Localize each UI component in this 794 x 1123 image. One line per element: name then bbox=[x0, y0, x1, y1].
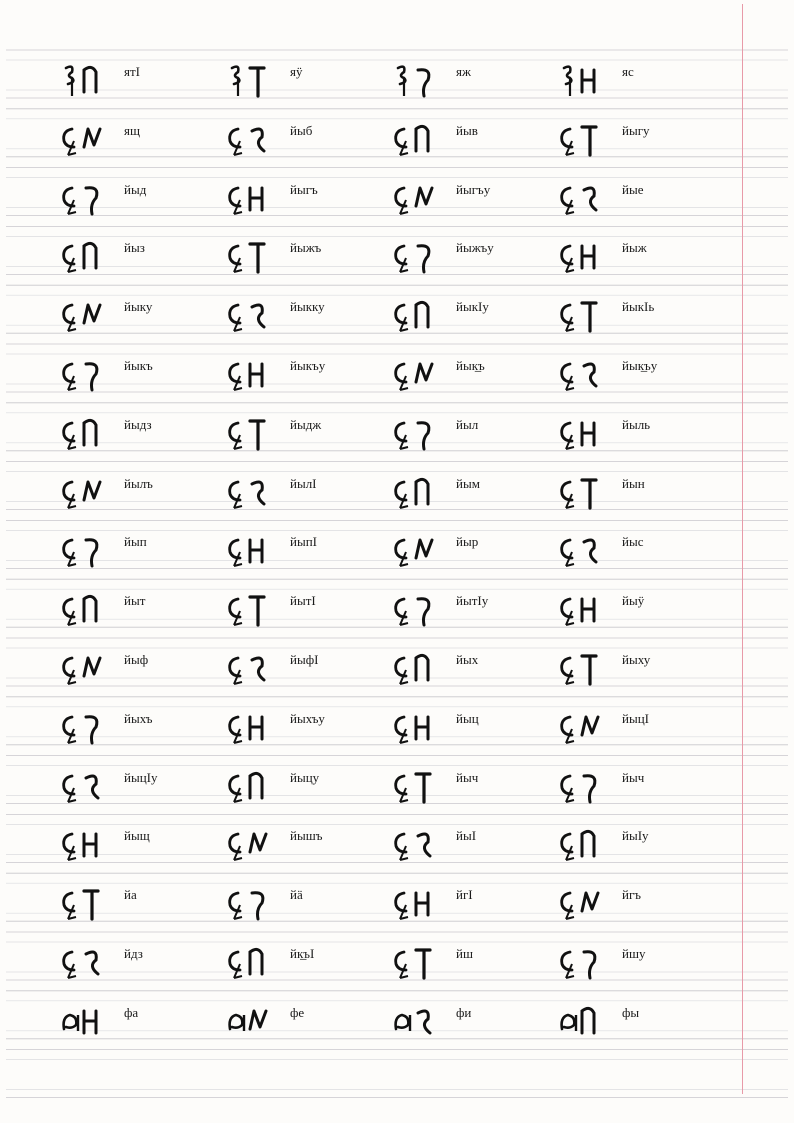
syllable-glyph bbox=[390, 764, 450, 808]
syllable-label: йыл bbox=[456, 416, 479, 432]
syllable-label: йышъ bbox=[290, 828, 323, 844]
syllable-glyph bbox=[390, 352, 450, 396]
syllable-label: яӱ bbox=[290, 64, 303, 79]
syllable-cell bbox=[224, 881, 394, 925]
syllable-label: йыф bbox=[124, 652, 149, 667]
syllable-cell bbox=[224, 117, 394, 161]
syllable-glyph bbox=[390, 528, 450, 572]
syllable-glyph bbox=[390, 411, 450, 455]
syllable-label: йыдж bbox=[290, 416, 322, 432]
syllable-label: йыкIу bbox=[456, 299, 489, 315]
syllable-label: йа bbox=[124, 887, 137, 903]
syllable-cell bbox=[390, 764, 560, 808]
syllable-label: йыку bbox=[124, 299, 153, 315]
syllable-label: йгI bbox=[456, 887, 473, 903]
syllable-label: йыжъу bbox=[456, 240, 494, 256]
syllable-glyph bbox=[224, 293, 284, 337]
syllable-cell bbox=[390, 881, 560, 925]
syllable-label: йыз bbox=[124, 240, 145, 256]
syllable-label: йыдз bbox=[124, 416, 152, 432]
syllable-glyph bbox=[58, 705, 118, 749]
syllable-label: ящ bbox=[124, 122, 140, 138]
syllable-cell bbox=[224, 822, 394, 866]
syllable-label: йыкъ bbox=[124, 358, 153, 373]
syllable-glyph bbox=[224, 587, 284, 631]
syllable-glyph bbox=[390, 881, 450, 925]
syllable-cell bbox=[224, 764, 394, 808]
syllable-cell bbox=[556, 470, 726, 514]
syllable-glyph bbox=[58, 646, 118, 690]
syllable-label: йыцу bbox=[290, 769, 320, 785]
syllable-cell bbox=[58, 881, 228, 925]
syllable-cell bbox=[390, 999, 560, 1043]
syllable-cell bbox=[58, 411, 228, 455]
syllable-glyph bbox=[58, 940, 118, 984]
syllable-label: йым bbox=[456, 475, 480, 491]
syllable-cell bbox=[224, 176, 394, 220]
syllable-cell bbox=[556, 646, 726, 690]
syllable-cell bbox=[556, 940, 726, 984]
syllable-cell bbox=[556, 58, 726, 102]
syllable-cell bbox=[224, 705, 394, 749]
syllable-label: ятI bbox=[124, 64, 140, 79]
syllable-glyph bbox=[390, 470, 450, 514]
syllable-cell bbox=[390, 352, 560, 396]
syllable-label: йык̲ъу bbox=[622, 358, 658, 373]
syllable-cell bbox=[556, 293, 726, 337]
syllable-label: йыгу bbox=[622, 122, 650, 138]
syllable-label: фы bbox=[622, 1004, 640, 1020]
syllable-cell bbox=[390, 705, 560, 749]
syllable-glyph bbox=[58, 293, 118, 337]
margin-line bbox=[742, 4, 743, 1094]
syllable-cell bbox=[556, 528, 726, 572]
syllable-label: фа bbox=[124, 1004, 139, 1020]
syllable-cell bbox=[390, 176, 560, 220]
syllable-glyph bbox=[58, 176, 118, 220]
syllable-glyph bbox=[556, 940, 616, 984]
syllable-cell bbox=[224, 587, 394, 631]
syllable-glyph bbox=[556, 705, 616, 749]
syllable-glyph bbox=[390, 705, 450, 749]
syllable-glyph bbox=[556, 646, 616, 690]
syllable-label: йыкъу bbox=[290, 358, 326, 373]
syllable-glyph bbox=[556, 881, 616, 925]
syllable-glyph bbox=[390, 822, 450, 866]
syllable-cell bbox=[224, 999, 394, 1043]
syllable-cell bbox=[390, 822, 560, 866]
syllable-glyph bbox=[390, 999, 450, 1043]
syllable-label: йып bbox=[124, 534, 147, 550]
syllable-label: йш bbox=[456, 946, 473, 961]
syllable-label: йыкIь bbox=[622, 299, 655, 315]
syllable-cell bbox=[224, 940, 394, 984]
syllable-glyph bbox=[390, 176, 450, 220]
syllable-label: йыб bbox=[290, 122, 313, 138]
syllable-label: йытIу bbox=[456, 593, 489, 609]
syllable-label: йыль bbox=[622, 416, 651, 432]
syllable-cell bbox=[390, 293, 560, 337]
syllable-glyph bbox=[224, 705, 284, 749]
syllable-cell bbox=[58, 940, 228, 984]
syllable-glyph bbox=[58, 999, 118, 1043]
syllable-label: йыт bbox=[124, 593, 146, 609]
syllable-label: йыIу bbox=[622, 828, 649, 844]
syllable-cell bbox=[556, 411, 726, 455]
syllable-cell bbox=[58, 822, 228, 866]
syllable-cell bbox=[58, 646, 228, 690]
syllable-cell bbox=[58, 587, 228, 631]
syllable-cell bbox=[390, 528, 560, 572]
syllable-cell bbox=[58, 705, 228, 749]
syllable-cell bbox=[58, 352, 228, 396]
syllable-cell bbox=[390, 646, 560, 690]
syllable-cell bbox=[224, 293, 394, 337]
syllable-glyph bbox=[556, 587, 616, 631]
syllable-glyph bbox=[224, 999, 284, 1043]
syllable-label: йыв bbox=[456, 122, 478, 138]
syllable-label: йыр bbox=[456, 534, 479, 550]
syllable-cell bbox=[224, 58, 394, 102]
syllable-glyph bbox=[224, 822, 284, 866]
syllable-label: йыд bbox=[124, 181, 147, 197]
syllable-label: яс bbox=[622, 64, 634, 79]
syllable-glyph bbox=[58, 587, 118, 631]
syllable-label: фе bbox=[290, 1004, 305, 1020]
syllable-cell bbox=[556, 822, 726, 866]
syllable-glyph bbox=[58, 881, 118, 925]
syllable-glyph bbox=[390, 117, 450, 161]
syllable-label: йых bbox=[456, 652, 479, 667]
syllable-label: йыч bbox=[622, 769, 645, 785]
syllable-cell bbox=[58, 470, 228, 514]
syllable-cell bbox=[224, 646, 394, 690]
syllable-cell bbox=[390, 587, 560, 631]
syllable-label: йыкку bbox=[290, 299, 325, 315]
syllable-cell bbox=[58, 528, 228, 572]
syllable-cell bbox=[556, 352, 726, 396]
syllable-glyph bbox=[224, 117, 284, 161]
syllable-cell bbox=[556, 176, 726, 220]
syllable-glyph bbox=[556, 58, 616, 102]
syllable-label: йыжъ bbox=[290, 240, 322, 256]
syllable-label: йыфI bbox=[290, 652, 319, 667]
syllable-cell bbox=[58, 117, 228, 161]
syllable-glyph bbox=[58, 234, 118, 278]
syllable-cell bbox=[390, 940, 560, 984]
syllable-cell bbox=[556, 117, 726, 161]
syllable-glyph bbox=[224, 352, 284, 396]
syllable-label: йыӱ bbox=[622, 593, 645, 609]
syllable-cell bbox=[224, 470, 394, 514]
syllable-cell bbox=[224, 411, 394, 455]
syllable-cell bbox=[556, 587, 726, 631]
syllable-label: йыхъу bbox=[290, 710, 325, 726]
syllable-glyph bbox=[224, 940, 284, 984]
syllable-label: йä bbox=[290, 887, 303, 903]
syllable-cell bbox=[390, 470, 560, 514]
syllable-label: йыч bbox=[456, 769, 479, 785]
syllable-glyph bbox=[390, 58, 450, 102]
syllable-glyph bbox=[556, 822, 616, 866]
syllable-label: йгъ bbox=[622, 887, 642, 903]
syllable-cell bbox=[58, 58, 228, 102]
syllable-glyph bbox=[224, 646, 284, 690]
syllable-label: фи bbox=[456, 1004, 472, 1020]
syllable-cell bbox=[224, 352, 394, 396]
syllable-cell bbox=[58, 234, 228, 278]
syllable-glyph bbox=[556, 764, 616, 808]
syllable-label: йык̲ъ bbox=[456, 358, 485, 373]
syllable-glyph bbox=[224, 58, 284, 102]
syllable-cell bbox=[556, 705, 726, 749]
syllable-glyph bbox=[390, 940, 450, 984]
syllable-glyph bbox=[58, 117, 118, 161]
syllable-glyph bbox=[58, 528, 118, 572]
syllable-label: йылI bbox=[290, 475, 317, 491]
syllable-glyph bbox=[556, 117, 616, 161]
syllable-glyph bbox=[224, 411, 284, 455]
syllable-glyph bbox=[224, 881, 284, 925]
syllable-cell bbox=[224, 234, 394, 278]
syllable-glyph bbox=[556, 470, 616, 514]
syllable-label: йыс bbox=[622, 534, 644, 550]
syllable-glyph bbox=[224, 176, 284, 220]
syllable-glyph bbox=[224, 528, 284, 572]
syllable-glyph bbox=[556, 999, 616, 1043]
syllable-glyph bbox=[556, 176, 616, 220]
syllable-label: йыхъ bbox=[124, 710, 153, 726]
syllable-label: йыгъу bbox=[456, 181, 491, 197]
syllable-glyph bbox=[390, 587, 450, 631]
syllable-label: йын bbox=[622, 475, 645, 491]
syllable-cell bbox=[556, 881, 726, 925]
syllable-label: йдз bbox=[124, 946, 143, 961]
syllable-label: йыж bbox=[622, 240, 647, 256]
syllable-label: яж bbox=[456, 64, 471, 79]
syllable-cell bbox=[390, 58, 560, 102]
syllable-glyph bbox=[58, 411, 118, 455]
syllable-glyph bbox=[556, 293, 616, 337]
syllable-label: йыцIу bbox=[124, 769, 158, 785]
syllable-cell bbox=[556, 764, 726, 808]
syllable-glyph bbox=[556, 411, 616, 455]
syllable-label: йыц bbox=[456, 710, 479, 726]
syllable-label: йк̲ъI bbox=[290, 946, 315, 961]
syllable-label: йые bbox=[622, 181, 644, 197]
syllable-label: йыху bbox=[622, 652, 651, 667]
syllable-glyph bbox=[390, 293, 450, 337]
syllable-cell bbox=[390, 411, 560, 455]
syllable-glyph bbox=[556, 528, 616, 572]
syllable-cell bbox=[58, 999, 228, 1043]
syllable-glyph bbox=[556, 352, 616, 396]
syllable-label: йшу bbox=[622, 946, 646, 961]
syllable-cell bbox=[58, 176, 228, 220]
syllable-glyph bbox=[390, 234, 450, 278]
syllable-glyph bbox=[58, 58, 118, 102]
syllable-label: йыщ bbox=[124, 828, 150, 844]
syllable-label: йыгъ bbox=[290, 181, 318, 197]
syllable-label: йыI bbox=[456, 828, 477, 844]
syllable-glyph bbox=[224, 234, 284, 278]
syllable-glyph bbox=[556, 234, 616, 278]
syllable-glyph bbox=[58, 470, 118, 514]
syllable-label: йылъ bbox=[124, 475, 153, 491]
syllable-glyph bbox=[390, 646, 450, 690]
syllable-cell bbox=[58, 764, 228, 808]
syllable-cell bbox=[58, 293, 228, 337]
syllable-glyph bbox=[58, 822, 118, 866]
syllable-label: йыпI bbox=[290, 534, 317, 550]
syllable-glyph bbox=[58, 764, 118, 808]
syllable-glyph bbox=[224, 470, 284, 514]
syllable-glyph bbox=[224, 764, 284, 808]
syllable-glyph bbox=[58, 352, 118, 396]
syllable-cell bbox=[224, 528, 394, 572]
syllable-cell bbox=[390, 117, 560, 161]
syllable-cell bbox=[390, 234, 560, 278]
syllable-label: йытI bbox=[290, 593, 316, 609]
syllable-cell bbox=[556, 999, 726, 1043]
syllable-label: йыцI bbox=[622, 710, 649, 726]
syllable-cell bbox=[556, 234, 726, 278]
